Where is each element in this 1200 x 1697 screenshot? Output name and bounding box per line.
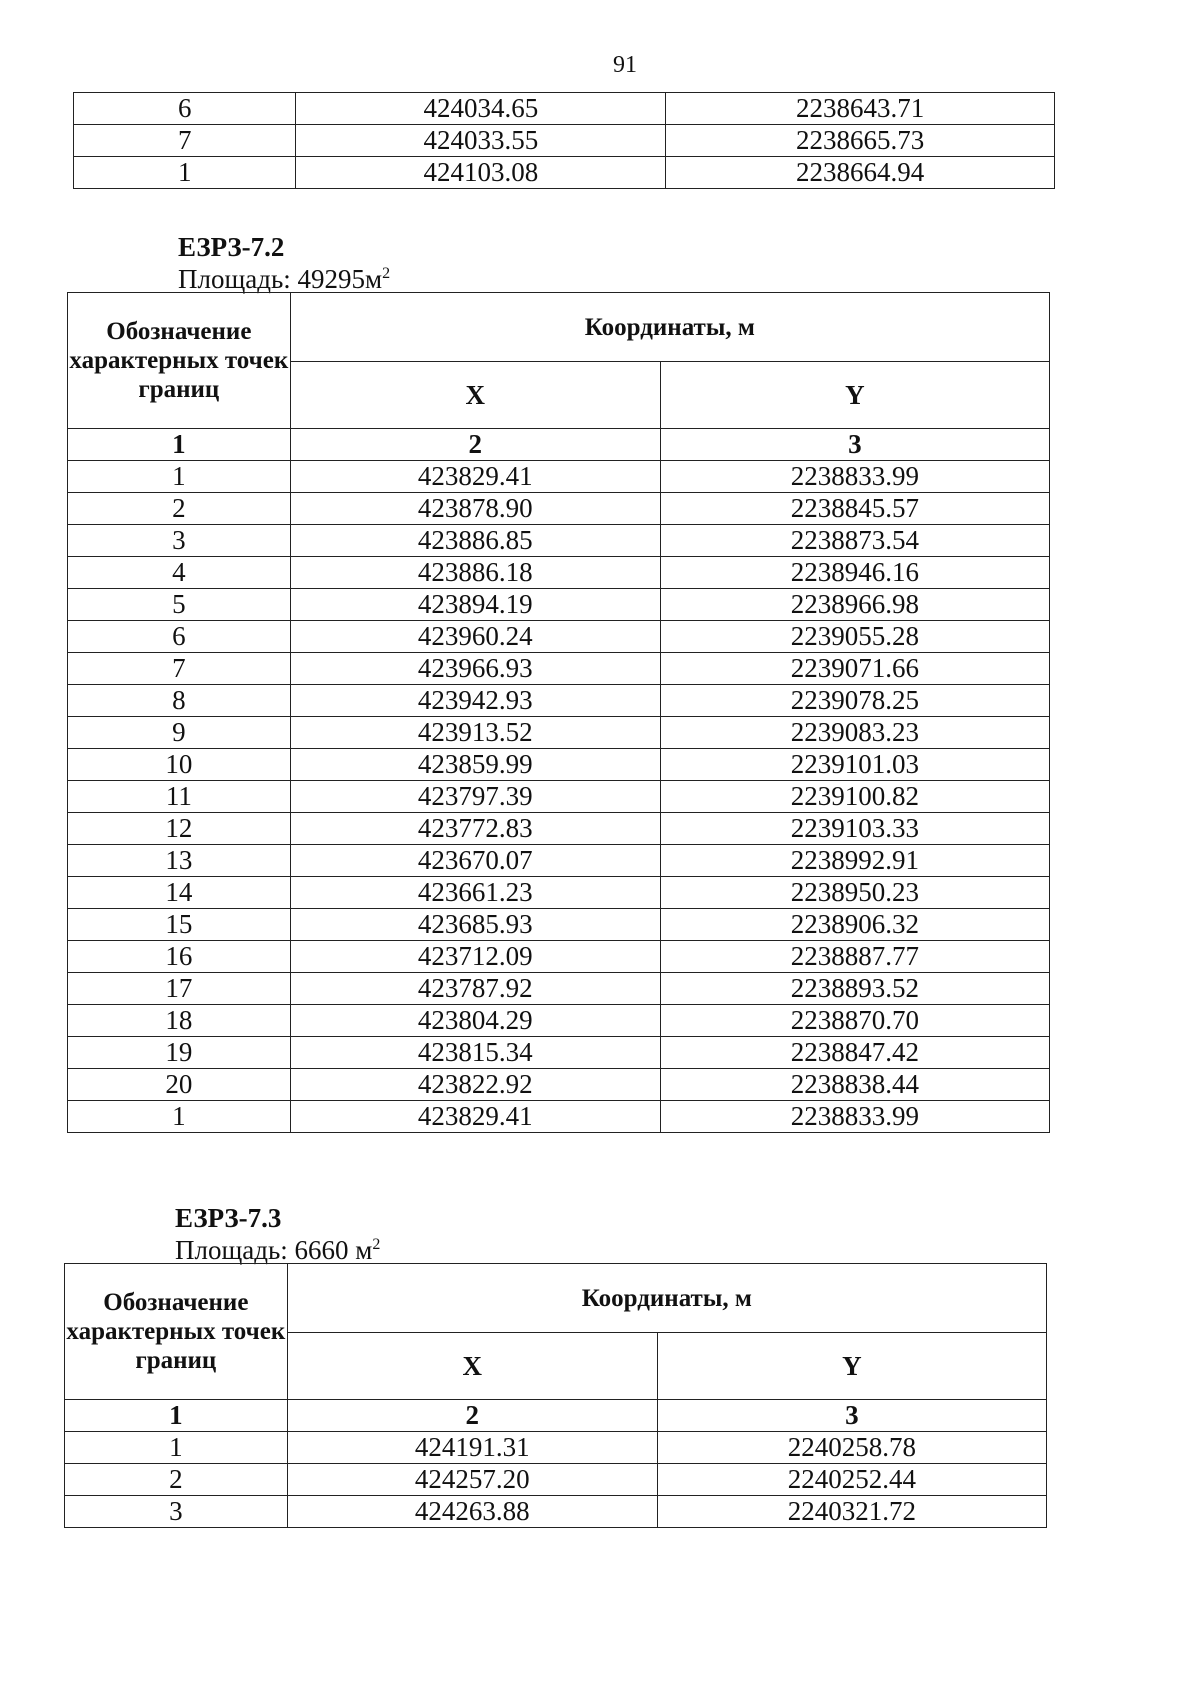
y-coordinate-cell: 2240321.72	[657, 1496, 1046, 1528]
table-row	[68, 1005, 1050, 1037]
point-id-cell: 13	[68, 845, 291, 877]
table-row	[65, 1496, 1047, 1528]
table-row	[68, 717, 1050, 749]
column-number: 3	[660, 429, 1049, 461]
point-id-cell: 17	[68, 973, 291, 1005]
table-row	[68, 685, 1050, 717]
table-body	[65, 1432, 1047, 1528]
table-row	[68, 877, 1050, 909]
column-number: 1	[65, 1400, 288, 1432]
y-coordinate-cell: 2238664.94	[666, 157, 1055, 189]
y-coordinate-cell: 2238966.98	[660, 589, 1049, 621]
column-number: 2	[290, 429, 660, 461]
y-coordinate-cell: 2238906.32	[660, 909, 1049, 941]
y-coordinate-cell: 2238887.77	[660, 941, 1049, 973]
coordinates-table	[67, 292, 1050, 1133]
table-row	[68, 909, 1050, 941]
y-coordinate-cell: 2238665.73	[666, 125, 1055, 157]
y-coordinate-cell: 2238838.44	[660, 1069, 1049, 1101]
table-row	[74, 93, 1055, 125]
table-row	[68, 493, 1050, 525]
table-row	[68, 941, 1050, 973]
table-row	[74, 157, 1055, 189]
x-coordinate-cell: 423886.85	[290, 525, 660, 557]
point-id-cell: 14	[68, 877, 291, 909]
y-coordinate-cell: 2238870.70	[660, 1005, 1049, 1037]
point-id-cell: 16	[68, 941, 291, 973]
x-coordinate-cell: 423822.92	[290, 1069, 660, 1101]
y-coordinate-cell: 2239100.82	[660, 781, 1049, 813]
y-column-header: Y	[657, 1333, 1046, 1400]
point-id-cell: 1	[65, 1432, 288, 1464]
y-coordinate-cell: 2238845.57	[660, 493, 1049, 525]
area-unit-superscript: 2	[382, 265, 391, 282]
y-coordinate-cell: 2239083.23	[660, 717, 1049, 749]
x-coordinate-cell: 423960.24	[290, 621, 660, 653]
coordinates-header: Координаты, м	[290, 293, 1049, 362]
y-coordinate-cell: 2239103.33	[660, 813, 1049, 845]
point-id-cell: 5	[68, 589, 291, 621]
table-row	[68, 813, 1050, 845]
table-row	[65, 1464, 1047, 1496]
point-id-cell: 7	[68, 653, 291, 685]
column-number: 2	[287, 1400, 657, 1432]
area-unit-superscript: 2	[372, 1236, 381, 1253]
point-id-cell: 20	[68, 1069, 291, 1101]
point-id-cell: 2	[65, 1464, 288, 1496]
y-coordinate-cell: 2239055.28	[660, 621, 1049, 653]
point-id-cell: 1	[68, 1101, 291, 1133]
table-row	[68, 1101, 1050, 1133]
column-number: 1	[68, 429, 291, 461]
point-designation-header: Обозначение характерных точек границ	[68, 293, 291, 429]
column-number: 3	[657, 1400, 1046, 1432]
x-column-header: X	[287, 1333, 657, 1400]
x-coordinate-cell: 424033.55	[296, 125, 666, 157]
point-id-cell: 8	[68, 685, 291, 717]
point-id-cell: 2	[68, 493, 291, 525]
x-column-header: X	[290, 362, 660, 429]
x-coordinate-cell: 423772.83	[290, 813, 660, 845]
y-coordinate-cell: 2239101.03	[660, 749, 1049, 781]
area-label	[178, 264, 390, 295]
point-id-cell: 9	[68, 717, 291, 749]
point-id-cell: 18	[68, 1005, 291, 1037]
x-coordinate-cell: 423815.34	[290, 1037, 660, 1069]
x-coordinate-cell: 423804.29	[290, 1005, 660, 1037]
table-row	[68, 781, 1050, 813]
y-column-header: Y	[660, 362, 1049, 429]
y-coordinate-cell: 2239078.25	[660, 685, 1049, 717]
x-coordinate-cell: 423966.93	[290, 653, 660, 685]
point-id-cell: 7	[74, 125, 296, 157]
x-coordinate-cell: 423942.93	[290, 685, 660, 717]
area-value: Площадь: 6660 м	[175, 1235, 373, 1265]
y-coordinate-cell: 2240252.44	[657, 1464, 1046, 1496]
point-id-cell: 15	[68, 909, 291, 941]
point-id-cell: 12	[68, 813, 291, 845]
y-coordinate-cell: 2238643.71	[666, 93, 1055, 125]
coordinates-table	[64, 1263, 1047, 1528]
table-row	[68, 557, 1050, 589]
point-id-cell: 6	[68, 621, 291, 653]
x-coordinate-cell: 423829.41	[290, 461, 660, 493]
y-coordinate-cell: 2238847.42	[660, 1037, 1049, 1069]
x-coordinate-cell: 423894.19	[290, 589, 660, 621]
coordinates-table-continuation	[73, 92, 1055, 189]
point-id-cell: 3	[65, 1496, 288, 1528]
x-coordinate-cell: 424103.08	[296, 157, 666, 189]
y-coordinate-cell: 2238946.16	[660, 557, 1049, 589]
point-id-cell: 10	[68, 749, 291, 781]
table-body	[68, 461, 1050, 1133]
y-coordinate-cell: 2238950.23	[660, 877, 1049, 909]
y-coordinate-cell: 2238992.91	[660, 845, 1049, 877]
y-coordinate-cell: 2238893.52	[660, 973, 1049, 1005]
section-title: ЕЗРЗ-7.3	[175, 1203, 282, 1233]
table-row	[68, 845, 1050, 877]
point-id-cell: 19	[68, 1037, 291, 1069]
x-coordinate-cell: 423685.93	[290, 909, 660, 941]
x-coordinate-cell: 423712.09	[290, 941, 660, 973]
x-coordinate-cell: 423670.07	[290, 845, 660, 877]
y-coordinate-cell: 2238833.99	[660, 461, 1049, 493]
x-coordinate-cell: 423797.39	[290, 781, 660, 813]
table-row	[68, 973, 1050, 1005]
coordinates-header: Координаты, м	[287, 1264, 1046, 1333]
y-coordinate-cell: 2240258.78	[657, 1432, 1046, 1464]
x-coordinate-cell: 423913.52	[290, 717, 660, 749]
point-id-cell: 4	[68, 557, 291, 589]
x-coordinate-cell: 423859.99	[290, 749, 660, 781]
table-row	[68, 621, 1050, 653]
point-designation-header: Обозначение характерных точек границ	[65, 1264, 288, 1400]
table-row	[68, 1037, 1050, 1069]
x-coordinate-cell: 424191.31	[287, 1432, 657, 1464]
table-row	[68, 461, 1050, 493]
y-coordinate-cell: 2239071.66	[660, 653, 1049, 685]
area-label	[175, 1235, 380, 1266]
point-id-cell: 6	[74, 93, 296, 125]
y-coordinate-cell: 2238833.99	[660, 1101, 1049, 1133]
x-coordinate-cell: 423829.41	[290, 1101, 660, 1133]
point-id-cell: 11	[68, 781, 291, 813]
x-coordinate-cell: 423878.90	[290, 493, 660, 525]
table-row	[68, 653, 1050, 685]
x-coordinate-cell: 424257.20	[287, 1464, 657, 1496]
table-row	[68, 749, 1050, 781]
point-id-cell: 1	[68, 461, 291, 493]
table-row	[65, 1432, 1047, 1464]
x-coordinate-cell: 423661.23	[290, 877, 660, 909]
x-coordinate-cell: 424034.65	[296, 93, 666, 125]
x-coordinate-cell: 424263.88	[287, 1496, 657, 1528]
page-number: 91	[613, 52, 637, 78]
table-row	[68, 1069, 1050, 1101]
point-id-cell: 3	[68, 525, 291, 557]
point-id-cell: 1	[74, 157, 296, 189]
table-row	[74, 125, 1055, 157]
table-row	[68, 589, 1050, 621]
area-value: Площадь: 49295м	[178, 264, 383, 294]
y-coordinate-cell: 2238873.54	[660, 525, 1049, 557]
x-coordinate-cell: 423886.18	[290, 557, 660, 589]
section-title: ЕЗРЗ-7.2	[178, 232, 285, 262]
table-row	[68, 525, 1050, 557]
x-coordinate-cell: 423787.92	[290, 973, 660, 1005]
